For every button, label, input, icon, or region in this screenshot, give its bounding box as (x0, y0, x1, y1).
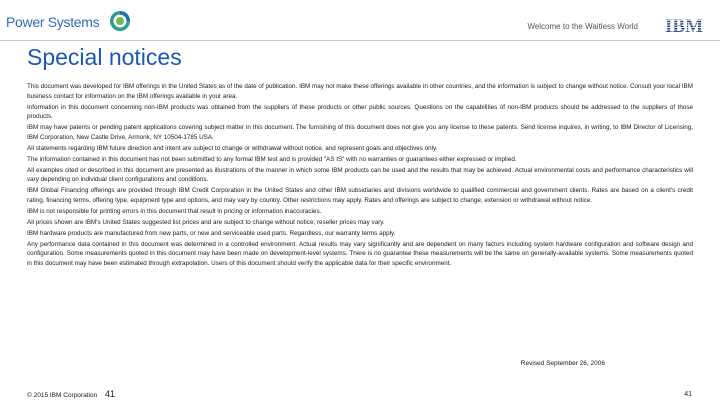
ibm-logo-icon (656, 16, 712, 34)
logo-text: Power Systems (6, 14, 100, 30)
notice-paragraph: IBM Global Financing offerings are provided through IBM Credit Corporation in the United States and other IBM subsidiaries and divisions worldwide to qualified commercial and government clients. Rates are based on a client's credit rating, financing terms, offering type, equipment type and options, and may vary by country. Other restrictions may apply. Rates and offerings are subject to change, extension or withdrawal without notice. (27, 187, 693, 204)
notice-paragraph: IBM hardware products are manufactured from new parts, or new and serviceable used parts. Regardless, our warranty terms apply. (27, 229, 396, 237)
ibm-logo-text: IBM (665, 16, 703, 34)
notices-body (27, 82, 693, 270)
notice-paragraph: IBM may have patents or pending patent applications covering subject matter in this document. The furnishing of this document does not give you any license to these patents. Send license inquires, in writing, to IBM Director of Licensing, IBM Corporation, New Castle Drive, Armonk, NY 10504-1785 USA. (27, 124, 693, 141)
notice-paragraph: All prices shown are IBM's United States suggested list prices and are subject to change without notice; reseller prices may vary. (27, 218, 385, 226)
tagline: Welcome to the Waitless World (527, 22, 638, 31)
notice-paragraph: IBM is not responsible for printing errors in this document that result in pricing or information inaccuracies. (27, 207, 322, 215)
notice-paragraph: Information in this document concerning non-IBM products was obtained from the suppliers of these products or other public sources. Questions on the capabilities of non-IBM products should be addressed to the suppliers of those products. (27, 103, 693, 120)
notice-paragraph: The information contained in this document has not been submitted to any formal IBM test and is provided "AS IS" with no warranties or guarantees either expressed or implied. (27, 155, 517, 163)
notice-paragraph: All statements regarding IBM future direction and intent are subject to change or withdrawal without notice, and represent goals and objectives only. (27, 144, 438, 152)
footer-page-number-left: 41 (105, 389, 116, 399)
notice-paragraph: Any performance data contained in this document was determined in a controlled environment. Actual results may vary significantly and are dependent on many factors including system hardware configuration and software design and configuration. Some measurements quoted in this document may have been made on development-level systems. There is no guarantee these measurements will be the same on generally-available systems. Some measurements quoted in this document may have been estimated through extrapolation. Users of this document should verify the applicable data for their specific environment. (27, 240, 693, 267)
revised-date: Revised September 26, 2006 (520, 360, 605, 367)
notice-paragraph: All examples cited or described in this document are presented as illustrations of the manner in which some IBM products can be used and the results that may be achieved. Actual environmental costs and performance characteristics will vary depending on individual client configurations and conditions. (27, 166, 693, 183)
notice-paragraph: This document was developed for IBM offerings in the United States as of the date of publication. IBM may not make these offerings available in other countries, and the information is subject to change without notice. Consult your local IBM business contact for information on the IBM offerings available in your area. (27, 83, 693, 100)
power-systems-mark-icon (109, 10, 131, 32)
footer-copyright: © 2015 IBM Corporation (27, 392, 98, 399)
header-divider (0, 40, 720, 41)
footer-page-number: 41 (684, 391, 692, 398)
power-systems-logo (6, 10, 206, 36)
page-title: Special notices (27, 44, 182, 70)
